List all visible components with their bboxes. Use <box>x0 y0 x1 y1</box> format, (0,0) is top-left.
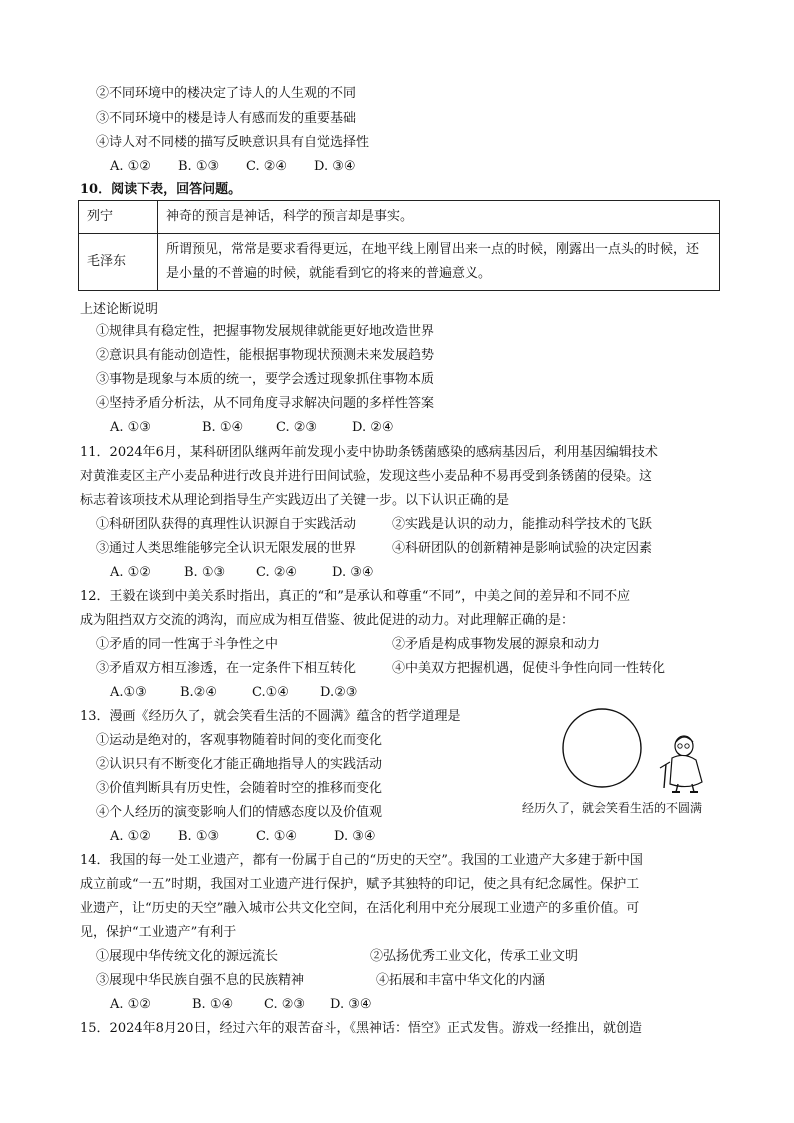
q10-quote-table <box>78 200 720 291</box>
q14-option-b: B. ①④ <box>192 997 234 1012</box>
quote-text: 所谓预见，常常是要求看得更远，在地平线上刚冒出来一点的时候，刚露出一点头的时候，还是小量的不普遍的时候，就能看到它的将来的普遍意义。 <box>158 234 720 291</box>
q14-item-4: ④拓展和丰富中华文化的内涵 <box>376 973 546 988</box>
q12-stem-line-2: 成为阻挡双方交流的鸿沟，而应成为相互借鉴、彼此促进的动力。对此理解正确的是： <box>80 613 575 628</box>
q10-option-a: A. ①③ <box>110 420 151 435</box>
quote-author: 列宁 <box>79 201 158 234</box>
old-man-figure <box>660 736 702 792</box>
q11-stem-line-3: 标志着该项技术从理论到指导生产实践迈出了关键一步。以下认识正确的是 <box>80 493 510 508</box>
q9-option-c: C. ②④ <box>246 159 288 174</box>
q14-stem-line-4: 见，保护“工业遗产”有利于 <box>80 925 237 940</box>
q10-options <box>110 419 394 437</box>
q11-item-2: ②实践是认识的动力，能推动科学技术的飞跃 <box>392 517 653 532</box>
q9-option-d: D. ③④ <box>314 159 356 174</box>
imperfect-circle <box>563 709 641 787</box>
q13-option-c: C. ①④ <box>256 829 298 844</box>
q13-item-2: ②认识只有不断变化才能正确地指导人的实践活动 <box>96 757 383 772</box>
q14-options <box>110 996 372 1014</box>
q9-options <box>110 158 356 176</box>
q14-option-a: A. ①② <box>110 997 151 1012</box>
q13-stem: 13．漫画《经历久了，就会笑看生活的不圆满》蕴含的哲学道理是 <box>80 709 461 724</box>
q11-option-b: B. ①③ <box>184 565 226 580</box>
q14-stem-line-2: 成立前或“一五”时期，我国对工业遗产进行保护，赋予其独特的印记，使之具有纪念属性。保护工 <box>80 877 640 892</box>
q14-item-3: ③展现中华民族自强不息的民族精神 <box>96 973 305 988</box>
q9-option-b: B. ①③ <box>178 159 220 174</box>
q9-item-2: ②不同环境中的楼决定了诗人的人生观的不同 <box>96 86 357 101</box>
q11-stem-line-1: 11．2024年6月，某科研团队继两年前发现小麦中协助条锈菌感染的感病基因后，利用基因编辑技术 <box>80 445 658 460</box>
q11-option-c: C. ②④ <box>256 565 298 580</box>
q12-option-d: D.②③ <box>320 685 358 700</box>
q12-option-b: B.②④ <box>180 685 217 700</box>
q13-option-b: B. ①③ <box>178 829 220 844</box>
q11-option-d: D. ③④ <box>332 565 374 580</box>
q10-option-d: D. ②④ <box>352 420 394 435</box>
q10-item-4: ④坚持矛盾分析法，从不同角度寻求解决问题的多样性答案 <box>96 396 435 411</box>
table-row <box>79 234 720 291</box>
quote-text: 神奇的预言是神话，科学的预言却是事实。 <box>158 201 720 234</box>
q12-options <box>110 684 357 702</box>
quote-author: 毛泽东 <box>79 234 158 291</box>
q11-stem-line-2: 对黄淮麦区主产小麦品种进行改良并进行田间试验，发现这些小麦品种不易再受到条锈菌的侵染。这 <box>80 469 653 484</box>
q10-option-c: C. ②③ <box>276 420 318 435</box>
q10-item-1: ①规律具有稳定性，把握事物发展规律就能更好地改造世界 <box>96 324 435 339</box>
q9-item-4: ④诗人对不同楼的描写反映意识具有自觉选择性 <box>96 135 370 150</box>
q11-item-1: ①科研团队获得的真理性认识源自于实践活动 <box>96 517 357 532</box>
q14-item-2: ②弘扬优秀工业文化，传承工业文明 <box>370 949 579 964</box>
q9-item-3: ③不同环境中的楼是诗人有感而发的重要基础 <box>96 111 357 126</box>
q14-stem-line-3: 业遗产，让“历史的天空”融入城市公共文化空间，在活化利用中充分展现工业遗产的多重价值。可 <box>80 901 640 916</box>
q14-item-1: ①展现中华传统文化的源远流长 <box>96 949 279 964</box>
q11-item-4: ④科研团队的创新精神是影响试验的决定因素 <box>392 541 653 556</box>
q14-option-c: C. ②③ <box>264 997 306 1012</box>
q12-item-4: ④中美双方把握机遇，促使斗争性向同一性转化 <box>392 661 666 676</box>
q12-item-2: ②矛盾是构成事物发展的源泉和动力 <box>392 637 601 652</box>
q13-item-3: ③价值判断具有历史性，会随着时空的推移而变化 <box>96 781 383 796</box>
q13-item-4: ④个人经历的演变影响人们的情感态度以及价值观 <box>96 805 383 820</box>
q13-option-a: A. ①② <box>110 829 151 844</box>
q14-option-d: D. ③④ <box>330 997 372 1012</box>
q12-option-c: C.①④ <box>252 685 289 700</box>
q13-item-1: ①运动是绝对的，客观事物随着时间的变化而变化 <box>96 733 383 748</box>
q10-option-b: B. ①④ <box>202 420 244 435</box>
q14-stem-line-1: 14．我国的每一处工业遗产，都有一份属于自己的“历史的天空”。我国的工业遗产大多建于新中国 <box>80 853 643 868</box>
q12-option-a: A.①③ <box>110 685 147 700</box>
q10-item-3: ③事物是现象与本质的统一，要学会透过现象抓住事物本质 <box>96 372 435 387</box>
q10-lead: 上述论断说明 <box>80 302 159 317</box>
cartoon-caption: 经历久了，就会笑看生活的不圆满 <box>522 801 703 815</box>
q12-stem-line-1: 12．王毅在谈到中美关系时指出，真正的“和”是承认和尊重“不同”，中美之间的差异和不同不应 <box>80 589 631 604</box>
q10-item-2: ②意识具有能动创造性，能根据事物现状预测未来发展趋势 <box>96 348 435 363</box>
q9-option-a: A. ①② <box>110 159 151 174</box>
q11-item-3: ③通过人类思维能够完全认识无限发展的世界 <box>96 541 357 556</box>
q10-stem: 10．阅读下表，回答问题。 <box>80 182 242 197</box>
table-row <box>79 201 720 234</box>
q12-item-1: ①矛盾的同一性寓于斗争性之中 <box>96 637 279 652</box>
q12-item-3: ③矛盾双方相互渗透，在一定条件下相互转化 <box>96 661 357 676</box>
q11-options <box>110 564 374 582</box>
q13-option-d: D. ③④ <box>334 829 376 844</box>
q11-option-a: A. ①② <box>110 565 151 580</box>
q13-options <box>110 828 376 846</box>
q15-stem-line-1: 15．2024年8月20日，经过六年的艰苦奋斗，《黑神话：悟空》正式发售。游戏一经推出，就创造 <box>80 1021 642 1036</box>
